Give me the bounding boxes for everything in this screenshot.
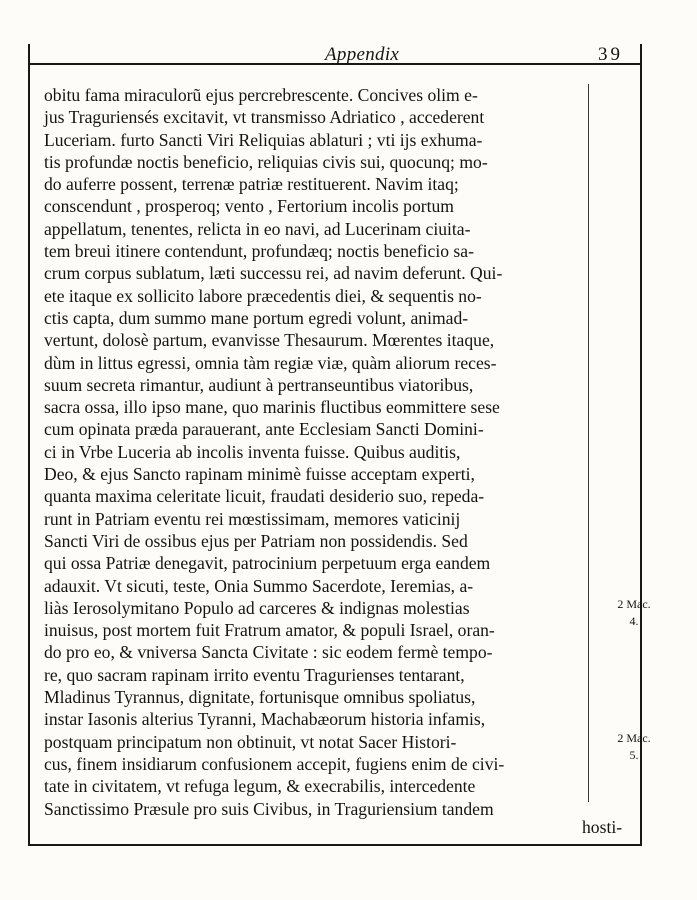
- text-line: postquam principatum non obtinuit, vt notat Sacer Histori-: [44, 731, 457, 752]
- text-line: do pro eo, & vniversa Sancta Civitate : sic eodem fermè tempo-: [44, 642, 493, 663]
- catchword: hosti-: [582, 817, 623, 837]
- text-line: adauxit. Vt sicuti, teste, Onia Summo Sacerdote, Ieremias, a-: [44, 575, 474, 596]
- text-line: jus Traguriensés excitavit, vt transmisso Adriatico , accederent: [44, 107, 485, 128]
- text-line: appellatum, tenentes, relicta in eo navi, ad Lucerinam ciuita-: [44, 218, 471, 239]
- text-line: cum opinata præda parauerant, ante Ecclesiam Sancti Domini-: [44, 419, 484, 440]
- text-line: Mladinus Tyrannus, dignitate, fortunisque omnibus spoliatus,: [44, 687, 476, 708]
- text-line: quanta maxima celeritate licuit, fraudati desiderio suo, repeda-: [44, 486, 485, 507]
- margin-note-chapter: 4.: [629, 614, 639, 628]
- text-line: do auferre possent, terrenæ patriæ restituerent. Navim itaq;: [44, 174, 459, 195]
- text-line: Sancti Viri de ossibus ejus per Patriam non possidendis. Sed: [44, 530, 468, 551]
- text-line: runt in Patriam eventu rei mœstissimam, memores vaticinij: [44, 508, 461, 529]
- text-line: Luceriam. furto Sancti Viri Reliquias ablaturi ; vti ijs exhuma-: [44, 129, 483, 150]
- text-line: liàs Ierosolymitano Populo ad carceres & indignas molestias: [44, 597, 470, 618]
- body-text: [44, 84, 596, 820]
- text-line: vertunt, dolosè partum, evanvisse Thesaurum. Mœrentes itaque,: [44, 330, 495, 351]
- text-line: sacra ossa, illo ipso mane, quo marinis fluctibus eommittere sese: [44, 397, 500, 418]
- margin-note: [606, 596, 662, 630]
- page-number: 39: [598, 44, 623, 65]
- text-line: crum corpus sublatum, læti successu rei, ad navim deferunt. Qui-: [44, 263, 503, 284]
- margin-note: [606, 730, 662, 764]
- text-line: qui ossa Patriæ denegavit, patrocinium perpetuum erga eandem: [44, 553, 491, 574]
- margin-note-book: 2 Mac.: [617, 597, 651, 611]
- margin-note-chapter: 5.: [629, 748, 639, 762]
- text-line: dùm in littus egressi, omnia tàm regiæ viæ, quàm aliorum reces-: [44, 352, 497, 373]
- text-line: inuisus, post mortem fuit Fratrum amator, & populi Israel, oran-: [44, 620, 495, 641]
- text-line: Deo, & ejus Sancto rapinam minimè fuisse acceptam experti,: [44, 464, 475, 485]
- text-line: ci in Vrbe Luceria ab incolis inventa fuisse. Quibus auditis,: [44, 441, 461, 462]
- margin-note-book: 2 Mac.: [617, 731, 651, 745]
- text-line: tate in civitatem, vt refuga legum, & execrabilis, intercedente: [44, 776, 476, 797]
- text-line: conscendunt , prosperoq; vento , Fertorium incolis portum: [44, 196, 454, 217]
- text-line: ctis capta, dum summo mane portum egredi volunt, animad-: [44, 307, 469, 328]
- text-line: Sanctissimo Præsule pro suis Civibus, in Traguriensium tandem: [44, 798, 494, 819]
- text-line: ete itaque ex sollicito labore præcedentis diei, & sequentis no-: [44, 285, 482, 306]
- text-line: cus, finem insidiarum confusionem accepit, fugiens enim de civi-: [44, 753, 505, 774]
- text-line: tem breui itinere contendunt, profundæq; noctis beneficio sa-: [44, 241, 474, 262]
- text-line: obitu fama miraculorũ ejus percrebrescente. Concives olim e-: [44, 85, 478, 105]
- text-line: instar Iasonis alterius Tyranni, Machabæorum historia infamis,: [44, 709, 486, 730]
- text-line: re, quo sacram rapinam irrito eventu Tragurienses tentarant,: [44, 664, 465, 685]
- text-line: tis profundæ noctis beneficio, reliquias civis sui, quocunq; mo-: [44, 151, 488, 172]
- running-head: Appendix: [325, 44, 400, 65]
- text-line: suum secreta rimantur, audiunt à pertranseuntibus viatoribus,: [44, 374, 474, 395]
